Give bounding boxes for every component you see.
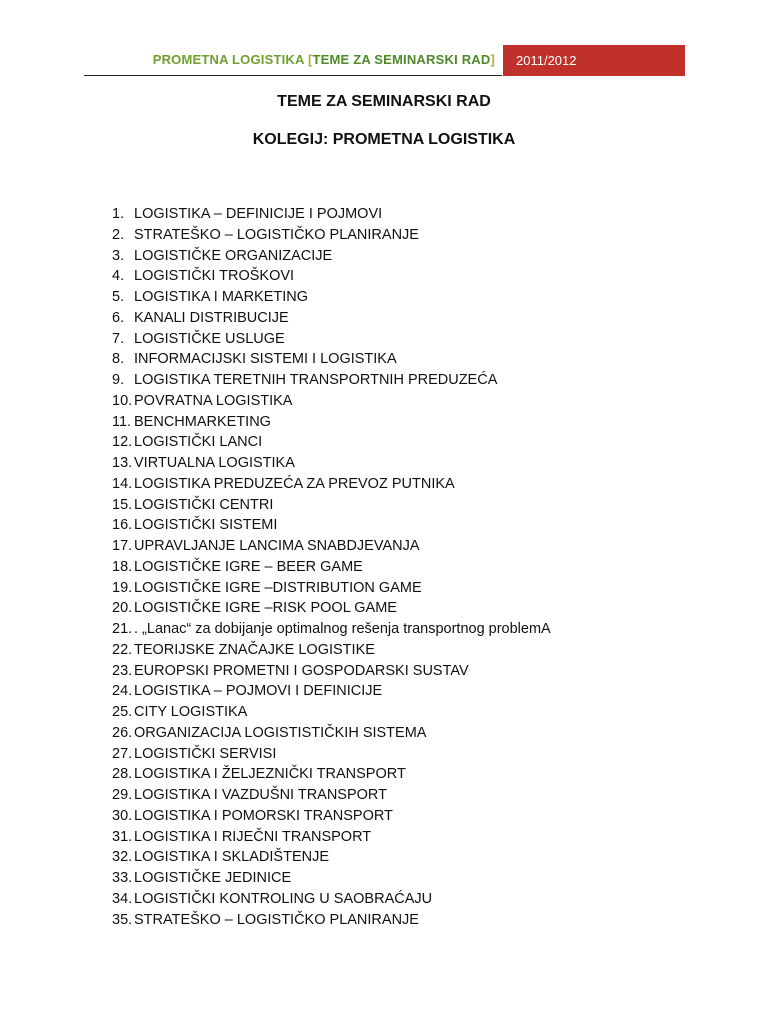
list-item <box>112 453 712 474</box>
list-item-text: LOGISTIKA TERETNIH TRANSPORTNIH PREDUZEĆA <box>134 372 498 388</box>
list-item <box>112 412 712 433</box>
list-item-number: 17. <box>112 538 133 554</box>
list-item <box>112 578 712 599</box>
list-item <box>112 723 712 744</box>
list-item <box>112 204 712 225</box>
list-item-number: 3. <box>112 247 125 264</box>
list-item-text: LOGISTIKA – DEFINICIJE I POJMOVI <box>134 206 383 222</box>
list-item-text: LOGISTIČKI KONTROLING U SAOBRAĆAJU <box>134 890 433 907</box>
list-item-text: LOGISTIČKE USLUGE <box>134 330 285 347</box>
list-item-text: LOGISTIČKI LANCI <box>134 434 263 451</box>
list-item-number: 9. <box>112 372 125 388</box>
list-item <box>112 515 712 536</box>
list-item <box>112 225 712 246</box>
list-item <box>112 847 712 868</box>
list-item-text: LOGISTIČKI TROŠKOVI <box>134 268 295 285</box>
header-bracket-close: ] <box>490 52 495 67</box>
list-item <box>112 868 712 889</box>
header-bracket-open: [ <box>307 52 313 67</box>
list-item-text: STRATEŠKO – LOGISTIČKO PLANIRANJE <box>134 226 419 243</box>
list-item <box>112 806 712 827</box>
list-item-number: 33. <box>112 870 133 886</box>
list-item <box>112 474 712 495</box>
list-item-number: 25. <box>112 704 133 720</box>
list-item-text: EUROPSKI PROMETNI I GOSPODARSKI SUSTAV <box>134 662 469 679</box>
list-item <box>112 702 712 723</box>
list-item-number: 6. <box>112 309 125 326</box>
list-item <box>112 329 712 350</box>
list-item-text: POVRATNA LOGISTIKA <box>134 392 293 409</box>
header-year: 2011/2012 <box>503 45 685 76</box>
list-item-number: 31. <box>112 828 133 845</box>
list-item <box>112 640 712 661</box>
list-item-number: 7. <box>112 330 125 347</box>
list-item-text: LOGISTIČKE IGRE –RISK POOL GAME <box>134 600 397 617</box>
list-item <box>112 598 712 619</box>
list-item-number: 29. <box>112 787 133 803</box>
list-item <box>112 308 712 329</box>
page-header <box>84 45 685 76</box>
list-item-number: 8. <box>112 351 125 368</box>
list-item-number: 5. <box>112 289 125 305</box>
header-title-bar <box>84 45 502 76</box>
list-item-number: 35. <box>112 911 133 928</box>
list-item <box>112 910 712 931</box>
list-item <box>112 391 712 412</box>
list-item <box>112 619 712 640</box>
list-item-number: 21. <box>112 621 133 637</box>
list-item-text: LOGISTIKA I POMORSKI TRANSPORT <box>134 807 393 824</box>
list-item-text: BENCHMARKETING <box>134 413 271 430</box>
list-item-number: 27. <box>112 745 133 762</box>
list-item-text: TEORIJSKE ZNAČAJKE LOGISTIKE <box>134 641 375 658</box>
list-item-text: LOGISTIKA I ŽELJEZNIČKI TRANSPORT <box>134 766 406 783</box>
list-item-number: 32. <box>112 849 133 866</box>
list-item-number: 2. <box>112 226 125 243</box>
list-item-text: LOGISTIKA I MARKETING <box>134 289 309 305</box>
list-item-text: CITY LOGISTIKA <box>134 704 248 720</box>
list-item-number: 16. <box>112 517 133 534</box>
list-item-number: 20. <box>112 600 133 617</box>
list-item <box>112 764 712 785</box>
list-item <box>112 661 712 682</box>
list-item <box>112 287 712 308</box>
list-item <box>112 889 712 910</box>
list-item-text: STRATEŠKO – LOGISTIČKO PLANIRANJE <box>134 911 419 928</box>
document-subtitle: KOLEGIJ: PROMETNA LOGISTIKA <box>252 131 516 148</box>
list-item-text: LOGISTIČKE IGRE – BEER GAME <box>134 558 363 575</box>
list-item <box>112 744 712 765</box>
list-item <box>112 557 712 578</box>
list-item <box>112 495 712 516</box>
list-item-number: 12. <box>112 434 133 451</box>
topic-list <box>112 204 712 930</box>
list-item-text: VIRTUALNA LOGISTIKA <box>134 455 295 471</box>
list-item-number: 13. <box>112 455 133 471</box>
list-item-number: 10. <box>112 392 133 409</box>
list-item-text: LOGISTIČKE IGRE –DISTRIBUTION GAME <box>134 579 422 596</box>
list-item <box>112 349 712 370</box>
list-item-number: 30. <box>112 807 133 824</box>
list-item-number: 19. <box>112 579 133 596</box>
list-item <box>112 827 712 848</box>
list-item-number: 15. <box>112 496 133 513</box>
list-item-number: 26. <box>112 724 133 741</box>
list-item-number: 18. <box>112 558 133 575</box>
list-item-text: LOGISTIKA PREDUZEĆA ZA PREVOZ PUTNIKA <box>134 475 455 492</box>
header-topic: TEME ZA SEMINARSKI RAD <box>312 52 491 67</box>
list-item-number: 1. <box>112 206 125 222</box>
list-item-text: LOGISTIČKI SISTEMI <box>134 517 278 534</box>
list-item-number: 4. <box>112 268 125 285</box>
list-item-text: ORGANIZACIJA LOGISTISTIČKIH SISTEMA <box>134 724 427 741</box>
header-course: PROMETNA LOGISTIKA <box>152 52 305 67</box>
list-item-text: UPRAVLJANJE LANCIMA SNABDJEVANJA <box>134 538 420 554</box>
list-item <box>112 432 712 453</box>
list-item <box>112 785 712 806</box>
list-item-text: LOGISTIČKI SERVISI <box>134 745 277 762</box>
list-item-text: . „Lanac“ za dobijanje optimalnog rešenja transportnog problemA <box>134 621 551 637</box>
list-item-text: LOGISTIKA I RIJEČNI TRANSPORT <box>134 828 372 845</box>
list-item <box>112 536 712 557</box>
list-item-number: 22. <box>112 641 133 658</box>
list-item <box>112 370 712 391</box>
list-item-number: 11. <box>112 413 132 430</box>
list-item <box>112 266 712 287</box>
list-item-text: LOGISTIČKI CENTRI <box>134 496 274 513</box>
list-item <box>112 246 712 267</box>
list-item-text: LOGISTIČKE JEDINICE <box>134 870 292 886</box>
list-item-number: 23. <box>112 662 133 679</box>
list-item <box>112 681 712 702</box>
list-item-text: LOGISTIČKE ORGANIZACIJE <box>134 247 333 264</box>
list-item-text: LOGISTIKA – POJMOVI I DEFINICIJE <box>134 683 383 700</box>
list-item-number: 14. <box>112 475 133 492</box>
list-item-text: INFORMACIJSKI SISTEMI I LOGISTIKA <box>134 351 397 368</box>
list-item-text: KANALI DISTRIBUCIJE <box>134 309 289 326</box>
list-item-number: 28. <box>112 766 133 783</box>
document-title: TEME ZA SEMINARSKI RAD <box>277 93 491 110</box>
list-item-text: LOGISTIKA I SKLADIŠTENJE <box>134 849 330 866</box>
list-item-number: 24. <box>112 683 133 700</box>
list-item-number: 34. <box>112 890 133 907</box>
list-item-text: LOGISTIKA I VAZDUŠNI TRANSPORT <box>134 787 387 803</box>
